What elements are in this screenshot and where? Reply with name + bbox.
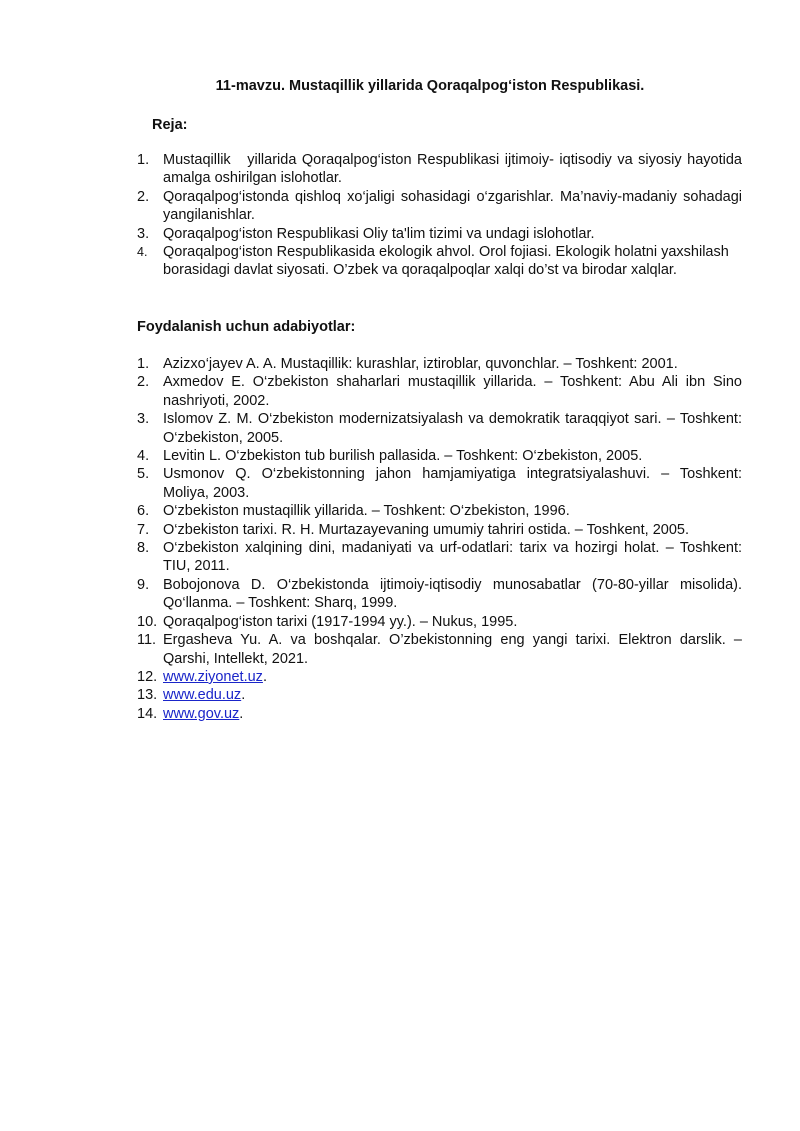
reference-number: 10. bbox=[137, 613, 158, 630]
reference-number: 1. bbox=[137, 356, 150, 372]
reference-number: 5. bbox=[137, 466, 150, 483]
plan-item bbox=[137, 225, 742, 243]
reference-item bbox=[137, 355, 742, 373]
reference-item bbox=[137, 613, 742, 631]
reference-item bbox=[137, 465, 742, 502]
reference-item bbox=[137, 373, 742, 410]
reference-text: Ergasheva Yu. A. va boshqalar. O’zbekistonning eng yangi tarixi. Elektron darslik. – Qarshi, Intellekt, 2021. bbox=[163, 632, 742, 667]
reference-text: Islomov Z. M. O‘zbekiston modernizatsiyalash va demokratik taraqqiyot sari. – Toshkent: O‘zbekiston, 2005. bbox=[163, 411, 742, 446]
plan-item-number: 3. bbox=[137, 225, 150, 242]
reference-link-item bbox=[137, 705, 742, 723]
reference-text: Azizxo‘jayev A. A. Mustaqillik: kurashlar, iztiroblar, quvonchlar. – Toshkent: 2001. bbox=[163, 356, 678, 372]
reference-text: O‘zbekiston xalqining dini, madaniyati va urf-odatlari: tarix va hozirgi holat. – Toshkent: TIU, 2011. bbox=[163, 540, 742, 575]
reference-item bbox=[137, 447, 742, 465]
reference-item bbox=[137, 410, 742, 447]
reference-text: Usmonov Q. O‘zbekistonning jahon hamjamiyatiga integratsiyalashuvi. – Toshkent: Moliya, 2003. bbox=[163, 466, 742, 501]
reference-text: Axmedov E. O‘zbekiston shaharlari mustaqillik yillarida. – Toshkent: Abu Ali ibn Sino nashriyoti, 2002. bbox=[163, 374, 742, 409]
reference-item bbox=[137, 539, 742, 576]
plan-item-text: Qoraqalpog‘iston Respublikasi Oliy ta'lim tizimi va undagi islohotlar. bbox=[163, 225, 595, 242]
reference-item bbox=[137, 521, 742, 539]
plan-item-number: 1. bbox=[137, 152, 150, 168]
link-suffix: . bbox=[239, 705, 244, 722]
plan-item-text: Mustaqillik yillarida Qoraqalpog‘iston Respublikasi ijtimoiy- iqtisodiy va siyosiy hayotida amalga oshirilgan islohotlar. bbox=[163, 152, 747, 187]
reference-text: Levitin L. O‘zbekiston tub burilish pallasida. – Toshkent: O‘zbekiston, 2005. bbox=[163, 448, 643, 465]
plan-item bbox=[137, 243, 742, 280]
link-suffix: . bbox=[241, 687, 246, 704]
plan-heading: Reja: bbox=[152, 117, 188, 133]
reference-link-item bbox=[137, 668, 742, 686]
reference-text: O‘zbekiston tarixi. R. H. Murtazayevaning umumiy tahriri ostida. – Toshkent, 2005. bbox=[163, 521, 689, 538]
plan-item-number: 4. bbox=[137, 245, 148, 260]
reference-number: 7. bbox=[137, 521, 150, 538]
plan-item bbox=[137, 188, 742, 225]
reference-number: 9. bbox=[137, 576, 150, 593]
reference-item bbox=[137, 631, 742, 668]
document-title: 11-mavzu. Mustaqillik yillarida Qoraqalpog‘iston Respublikasi. bbox=[215, 78, 645, 94]
reference-number: 6. bbox=[137, 503, 150, 520]
references-heading: Foydalanish uchun adabiyotlar: bbox=[137, 319, 356, 335]
reference-number: 14. bbox=[137, 705, 158, 722]
references-list bbox=[137, 355, 742, 723]
ziyonet-link[interactable]: www.ziyonet.uz bbox=[163, 668, 263, 685]
gov-link[interactable]: www.gov.uz bbox=[163, 705, 240, 722]
reference-link-item bbox=[137, 686, 742, 704]
plan-item bbox=[137, 151, 747, 188]
reference-number: 2. bbox=[137, 374, 150, 391]
plan-item-number: 2. bbox=[137, 188, 150, 205]
plan-item-text: Qoraqalpog‘istonda qishloq xo‘jaligi sohasidagi o‘zgarishlar. Ma’naviy-madaniy sohadagi yangilanishlar. bbox=[163, 188, 742, 224]
reference-number: 3. bbox=[137, 411, 150, 428]
reference-number: 4. bbox=[137, 448, 150, 465]
edu-link[interactable]: www.edu.uz bbox=[163, 687, 242, 704]
reference-number: 8. bbox=[137, 540, 150, 557]
reference-number: 12. bbox=[137, 668, 158, 685]
reference-item bbox=[137, 502, 742, 520]
plan-list bbox=[137, 151, 747, 280]
reference-item bbox=[137, 576, 742, 613]
reference-text: O‘zbekiston mustaqillik yillarida. – Toshkent: O‘zbekiston, 1996. bbox=[163, 503, 570, 520]
plan-item-text: Qoraqalpog‘iston Respublikasida ekologik ahvol. Orol fojiasi. Ekologik holatni yaxshilash borasidagi davlat siyosati. O’zbek va qoraqalpoqlar xalqi do’st va birodar xalqlar. bbox=[163, 244, 729, 279]
link-suffix: . bbox=[262, 668, 267, 685]
reference-text: Bobojonova D. O‘zbekistonda ijtimoiy-iqtisodiy munosabatlar (70-80-yillar misolida). Qo‘llanma. – Toshkent: Sharq, 1999. bbox=[163, 576, 742, 612]
reference-number: 13. bbox=[137, 687, 158, 704]
reference-number: 11. bbox=[137, 632, 157, 649]
reference-text: Qoraqalpog‘iston tarixi (1917-1994 yy.). – Nukus, 1995. bbox=[163, 613, 518, 630]
